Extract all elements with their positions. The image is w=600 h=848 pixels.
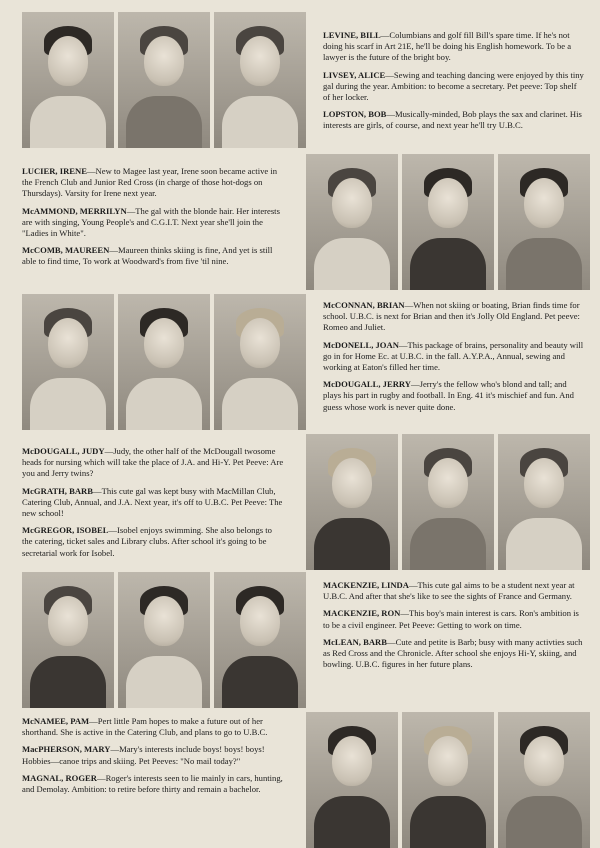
bio-entry: McAMMOND, MERRILYN—The gal with the blonde hair. Her interests are with singing, Young People's and C.G.I.T. Next year she'll join the "Ladies in White". <box>22 205 280 239</box>
student-photo <box>22 12 114 148</box>
bio-block-4 <box>22 446 284 565</box>
bio-entry: LIVSEY, ALICE—Sewing and teaching dancing were enjoyed by this tiny gal during the year. Ambition: to become a secretary. Pet peeve: Top shelf of her locker. <box>323 69 584 103</box>
bio-entry: McNAMEE, PAM—Pert little Pam hopes to make a future out of her shorthand. She is active in the Catering Club, and plans to go to U.B.C. <box>22 716 268 738</box>
photo-row-2 <box>306 154 590 290</box>
student-photo <box>498 434 590 570</box>
bio-block-2 <box>22 166 284 274</box>
bio-block-3 <box>323 300 585 419</box>
student-photo <box>118 12 210 148</box>
bio-entry: McDOUGALL, JERRY—Jerry's the fellow who's blond and tall; and plays his part in rugby and football. In Eng. 41 it's mischief and fun. And guess whose work is never quite done. <box>323 379 574 412</box>
bio-entry: McGREGOR, ISOBEL—Isobel enjoys swimming. She also belongs to the catering, ticket sales and Library clubs. After school it's going to be secretarial work for Isobel. <box>22 525 272 558</box>
bio-entry: McDONELL, JOAN—This package of brains, personality and beauty will go in for Home Ec. at U.B.C. in the fall. A.Y.P.A., Annual, sewing and working at Eaton's filled her time. <box>323 339 584 373</box>
student-photo <box>214 294 306 430</box>
photo-row-6 <box>306 712 590 848</box>
photo-row-3 <box>22 294 306 430</box>
bio-block-6 <box>22 716 284 801</box>
student-photo <box>402 154 494 290</box>
student-photo <box>306 712 398 848</box>
student-photo <box>118 572 210 708</box>
student-photo <box>22 572 114 708</box>
student-photo <box>498 712 590 848</box>
student-photo <box>306 154 398 290</box>
student-photo <box>402 434 494 570</box>
bio-entry: McCONNAN, BRIAN—When not skiing or boating, Brian finds time for school. U.B.C. is next for Brian and then it's Jolly Old England. Pet peeve: Romeo and Juliet. <box>323 300 580 333</box>
photo-row-4 <box>306 434 590 570</box>
student-photo <box>22 294 114 430</box>
bio-entry: McDOUGALL, JUDY—Judy, the other half of the McDougall twosome heads for nursing which will take the place of J.A. and Hi-Y. Pet Peeve: Are you and Jerry twins? <box>22 446 284 479</box>
bio-entry: LUCIER, IRENE—New to Magee last year, Irene soon became active in the French Club and Junior Red Cross (in charge of those hot-dogs on Thursdays). Varsity for Irene next year. <box>22 166 278 199</box>
student-photo <box>214 12 306 148</box>
bio-entry: McGRATH, BARB—This cute gal was kept busy with MacMillan Club, Catering Club, Annual, and J.A. Next year, it's off to U.B.C. Pet Peeve: The new school! <box>22 485 283 519</box>
bio-entry: MacPHERSON, MARY—Mary's interests include boys! boys! boys! Hobbies—canoe trips and skiing. Pet Peeves: "No mail today?" <box>22 744 265 766</box>
bio-entry: MACKENZIE, RON—This boy's main interest is cars. Ron's ambition is to be a civil engineer. Pet Peeve: Getting to work on time. <box>323 608 579 630</box>
bio-entry: McLEAN, BARB—Cute and petite is Barb; busy with many activties such as Red Cross and the Chronicle. After school she enjoys Hi-Y, skiing, and bowling. U.B.C. figures in her future plans. <box>323 636 583 670</box>
bio-entry: LEVINE, BILL—Columbians and golf fill Bill's spare time. If he's not doing his scarf in Art 21E, he'll be doing his English homework. To be a lawyer is the future of the bright boy. <box>323 30 572 63</box>
bio-entry: McCOMB, MAUREEN—Maureen thinks skiing is fine, And yet is still able to find time, To work at Woodward's from five 'til nine. <box>22 245 273 267</box>
photo-row-5 <box>22 572 306 708</box>
student-photo <box>118 294 210 430</box>
photo-row-1 <box>22 12 306 148</box>
student-photo <box>214 572 306 708</box>
bio-entry: LOPSTON, BOB—Musically-minded, Bob plays the sax and clarinet. His interests are girls, of course, and next year he'll try U.B.C. <box>323 109 582 131</box>
student-photo <box>498 154 590 290</box>
bio-entry: MACKENZIE, LINDA—This cute gal aims to be a student next year at U.B.C. And after that she's like to see the sights of France and Germany. <box>323 580 575 602</box>
bio-block-1 <box>323 30 585 138</box>
student-photo <box>402 712 494 848</box>
student-photo <box>306 434 398 570</box>
bio-entry: MAGNAL, ROGER—Roger's interests seen to lie mainly in cars, hunting, and Demolay. Ambition: to retire before thirty and remain a bachelor. <box>22 772 283 795</box>
bio-block-5 <box>323 580 585 676</box>
